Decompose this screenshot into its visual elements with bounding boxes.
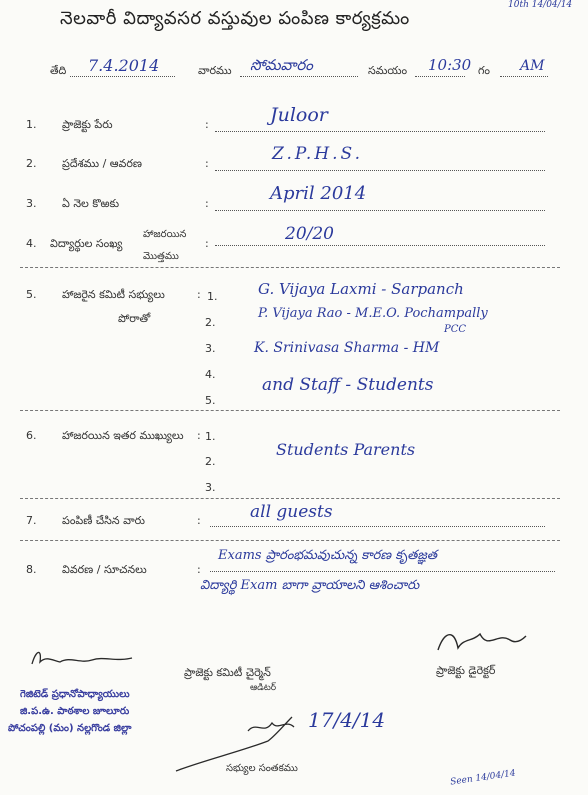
committee-member-value: P. Vijaya Rao - M.E.O. Pochampally bbox=[258, 306, 488, 321]
row-5-number: 5. bbox=[26, 288, 37, 301]
row-4-label: విద్యార్థుల సంఖ్య bbox=[50, 237, 123, 250]
head-master-signature bbox=[12, 642, 140, 676]
committee-member-value: and Staff - Students bbox=[262, 375, 434, 395]
others-member-value: Students Parents bbox=[276, 440, 416, 459]
date-value: 7.4.2014 bbox=[88, 56, 160, 75]
project-name-value: Juloor bbox=[270, 104, 328, 126]
row-4-number: 4. bbox=[26, 237, 37, 250]
mandal-stamp: పోచంపల్లి (మం) నల్లగొండ జిల్లా bbox=[8, 723, 132, 734]
time-value: 10:30 bbox=[428, 56, 472, 74]
committee-member-value: G. Vijaya Laxmi - Sarpanch bbox=[258, 280, 464, 298]
committee-member-value: K. Srinivasa Sharma - HM bbox=[254, 340, 440, 356]
others-member-number: 3. bbox=[205, 481, 216, 494]
chairman-label: ప్రాజెక్టు కమిటీ చైర్మెన్ bbox=[184, 666, 271, 679]
remarks-line-1: Exams ప్రారంభమవుచున్న కారణ కృతజ్ఞత bbox=[218, 548, 437, 563]
committee-member-number: 4. bbox=[205, 368, 216, 381]
distributed-label: పంపిణీ చేసిన వారు bbox=[62, 514, 145, 527]
corner-note: 10th 14/04/14 bbox=[508, 0, 573, 10]
others-label: హాజరయిన ఇతర ముఖ్యులు bbox=[62, 429, 184, 442]
member-sign-label: సభ్యుల సంతకము bbox=[226, 763, 298, 774]
row-3-number: 3. bbox=[26, 197, 37, 210]
remarks-line-2: విద్యార్థి Exam బాగా వ్రాయాలని ఆశించారు bbox=[200, 578, 420, 593]
director-signature bbox=[432, 622, 528, 660]
month-value: April 2014 bbox=[270, 183, 367, 204]
row-7-number: 7. bbox=[26, 514, 37, 527]
day-value: సోమవారం bbox=[250, 56, 313, 74]
row-6-number: 6. bbox=[26, 429, 37, 442]
row-4-total-label: మొత్తము bbox=[143, 251, 179, 262]
chairman-sub: ఆడిటర్ bbox=[250, 683, 277, 693]
day-label: వారము bbox=[198, 64, 232, 77]
remarks-label: వివరణ / సూచనలు bbox=[62, 563, 147, 576]
students-count-value: 20/20 bbox=[285, 224, 334, 244]
document-title: నెలవారీ విద్యావసర వస్తువుల పంపిణ కార్యక్రమం bbox=[60, 8, 410, 29]
venue-value: Z.P.H.S. bbox=[272, 144, 363, 164]
committee-member-number: 5. bbox=[205, 394, 216, 407]
hours-label: గం bbox=[478, 64, 490, 77]
sign-date: 17/4/14 bbox=[308, 708, 386, 732]
committee-member-number: 3. bbox=[205, 342, 216, 355]
school-stamp: జి.ప.ఉ. పాఠశాల జూలూరు bbox=[20, 706, 130, 717]
time-label: సమయం bbox=[368, 64, 408, 77]
committee-member-note: PCC bbox=[444, 324, 467, 335]
distributed-value: all guests bbox=[250, 502, 333, 522]
committee-label: హాజరైన కమిటీ సభ్యులు bbox=[62, 288, 165, 301]
row-2-label: ప్రదేశము / ఆవరణ bbox=[62, 157, 142, 170]
date-label: తేది bbox=[50, 64, 67, 77]
director-label: ప్రాజెక్టు డైరెక్టర్ bbox=[436, 664, 496, 677]
head-master-stamp: గెజిటెడ్ ప్రధానోపాధ్యాయులు bbox=[20, 689, 130, 700]
committee-sublabel: పోరాతో bbox=[118, 312, 151, 325]
row-4-present-label: హాజరయిన bbox=[143, 229, 187, 240]
others-member-number: 2. bbox=[205, 455, 216, 468]
row-8-number: 8. bbox=[26, 563, 37, 576]
row-1-number: 1. bbox=[26, 118, 37, 131]
row-2-number: 2. bbox=[26, 157, 37, 170]
others-member-number: 1. bbox=[205, 430, 216, 443]
ampm-value: AM bbox=[520, 58, 545, 74]
row-3-label: ఏ నెల కొఱకు bbox=[62, 197, 120, 210]
committee-member-number: 2. bbox=[205, 316, 216, 329]
bottom-note: Seen 14/04/14 bbox=[449, 768, 517, 788]
committee-member-number: 1. bbox=[207, 290, 218, 303]
row-1-label: ప్రాజెక్టు పేరు bbox=[62, 118, 113, 131]
